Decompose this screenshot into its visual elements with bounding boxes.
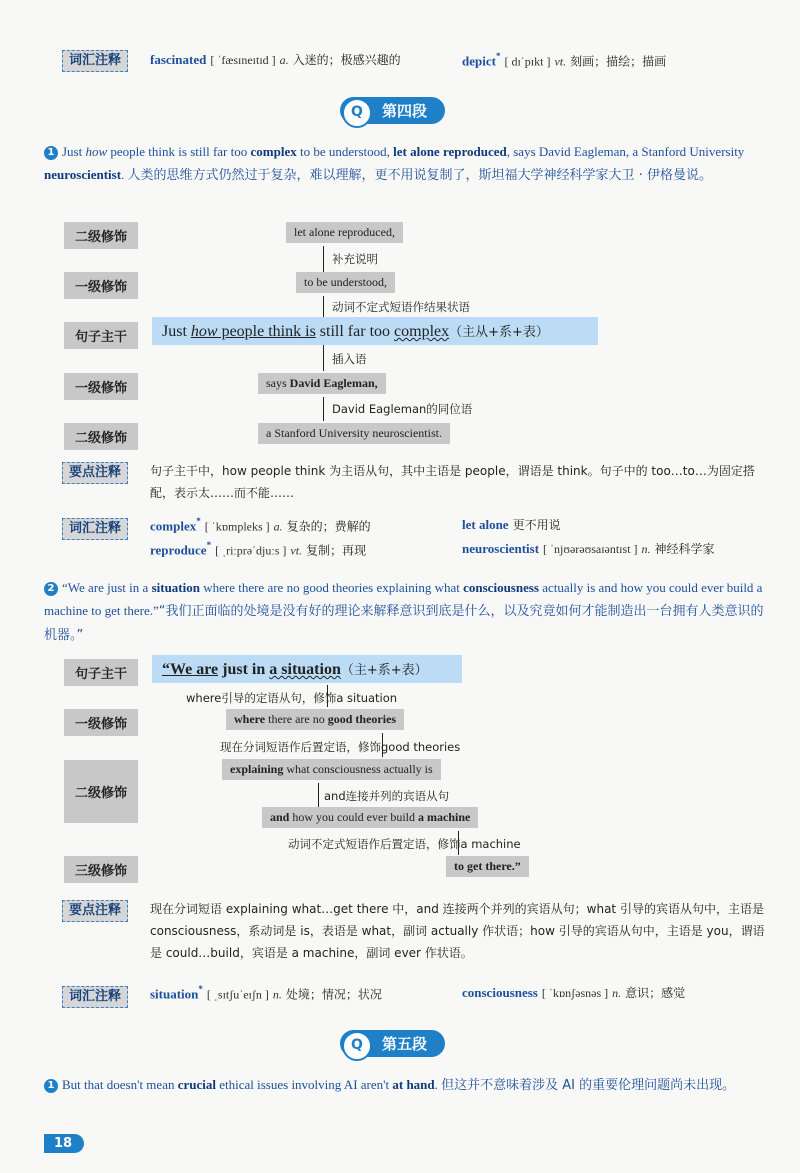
- modifier-box: a Stanford University neuroscientist.: [258, 423, 450, 444]
- level-label: 二级修饰: [64, 222, 138, 249]
- relation-label: and连接并列的宾语从句: [324, 789, 450, 803]
- sentence-number: 1: [44, 146, 58, 160]
- phonetic: [ ˈfæsɪneɪtɪd ]: [210, 53, 276, 67]
- translation: 人类的思维方式仍然过于复杂，难以理解，更不用说复制了，斯坦福大学神经科学家大卫 · 伊格曼说。: [127, 168, 712, 183]
- level-label: 二级修饰: [64, 423, 138, 450]
- vocab-tag: 词汇注释: [62, 50, 128, 72]
- relation-label: 动词不定式短语作结果状语: [332, 300, 470, 314]
- vocab-word: depict: [462, 53, 496, 69]
- magnifier-icon: Q: [342, 1031, 372, 1061]
- pos: a.: [279, 53, 289, 67]
- paragraph-3: 1 But that doesn't mean crucial ethical issues involving AI aren't at hand. 但这并不意味着涉及 AI 的重要伦理问题尚未出现。: [44, 1073, 766, 1097]
- vocab-entry-reproduce: reproduce* [ ˌriːprəˈdjuːs ] vt. 复制；再现: [150, 540, 367, 558]
- key-note-text: 现在分词短语 explaining what…get there 中，and 连接两个并列的宾语从句；what 引导的宾语从句中，主语是 consciousness，系动词是 is，表语是 what，副词 actually 作状语；how 引导的宾语从句中，主语是 you，谓语是 could…build，宾语是 a machine，副词 ever 作状语。: [150, 902, 765, 960]
- key-note-tag: 要点注释: [62, 462, 128, 484]
- connector-line: [323, 345, 324, 371]
- level-label: 二级修饰: [64, 760, 138, 823]
- level-label: 一级修饰: [64, 272, 138, 299]
- section-title: 第五段: [382, 1035, 428, 1053]
- modifier-box: and how you could ever build a machine: [262, 807, 478, 828]
- modifier-box: to get there.”: [446, 856, 529, 877]
- relation-label: 插入语: [332, 352, 367, 366]
- paragraph-1: 1 Just how people think is still far too complex to be understood, let alone reproduced, says David Eagleman, a Stanford University neuroscientist. 人类的思维方式仍然过于复杂，难以理解，更不用说复制了，斯坦福大学神经科学家大卫 · 伊格曼说。: [44, 144, 745, 183]
- key-note-tag: 要点注释: [62, 900, 128, 922]
- vocab-tag: 词汇注释: [62, 518, 128, 540]
- level-label: 一级修饰: [64, 373, 138, 400]
- pos: vt.: [554, 54, 567, 69]
- level-label: 句子主干: [64, 322, 138, 349]
- modifier-box: to be understood,: [296, 272, 395, 293]
- vocab-entry-consciousness: consciousness [ ˈkɒnʃəsnəs ] n. 意识；感觉: [462, 985, 686, 1000]
- magnifier-icon: Q: [342, 98, 372, 128]
- relation-label: where引导的定语从句，修饰a situation: [186, 691, 398, 705]
- vocab-entry-situation: situation* [ ˌsɪtʃuˈeɪʃn ] n. 处境；情况；状况: [150, 984, 382, 1002]
- vocab-entry-neuroscientist: neuroscientist [ ˈnjʊərəʊsaɪəntɪst ] n. 神经科学家: [462, 541, 715, 556]
- vocab-entry-complex: complex* [ ˈkɒmpleks ] a. 复杂的；费解的: [150, 516, 371, 534]
- level-label: 句子主干: [64, 659, 138, 686]
- section-heading: [340, 97, 445, 124]
- level-label: 三级修饰: [64, 856, 138, 883]
- definition: 入迷的；极感兴趣的: [292, 53, 401, 67]
- connector-line: [323, 246, 324, 272]
- definition: 刻画；描绘；描画: [570, 54, 667, 69]
- connector-line: [318, 783, 319, 807]
- section-heading: [340, 1030, 445, 1057]
- vocab-tag: 词汇注释: [62, 986, 128, 1008]
- vocab-entry-fascinated: [150, 51, 401, 69]
- paragraph-2: 2 “We are just in a situation where there are no good theories explaining what consciousness actually is and how you could ever build a machine to get there.”“我们正面临的处境是没有好的理论来解释意识到底是什么，以及究竟如何才能制造出一台拥有人类意识的机器。”: [44, 580, 764, 643]
- phonetic: [ dɪˈpɪkt ]: [504, 54, 551, 69]
- main-clause-box: Just how people think is still far too complex（主从+系+表）: [152, 317, 598, 345]
- modifier-box: where there are no good theories: [226, 709, 404, 730]
- connector-line: [323, 397, 324, 421]
- vocab-entry-let-alone: let alone 更不用说: [462, 517, 561, 532]
- star-mark: *: [495, 51, 501, 61]
- relation-label: 动词不定式短语作后置定语，修饰a machine: [288, 837, 521, 851]
- relation-label: 补充说明: [332, 252, 378, 266]
- key-note-text: 句子主干中，how people think 为主语从句，其中主语是 people，谓语是 think。句子中的 too…to…为固定搭配，表示太……而不能……: [150, 464, 755, 500]
- vocab-word: fascinated: [150, 52, 207, 67]
- level-label: 一级修饰: [64, 709, 138, 736]
- modifier-box: explaining what consciousness actually is: [222, 759, 441, 780]
- main-clause-box: “We are just in a situation（主+系+表）: [152, 655, 462, 683]
- vocab-entry-depict: [462, 51, 666, 70]
- relation-label: 现在分词短语作后置定语，修饰good theories: [220, 740, 461, 754]
- modifier-box: says David Eagleman,: [258, 373, 386, 394]
- relation-label: David Eagleman的同位语: [332, 402, 473, 416]
- modifier-box: let alone reproduced,: [286, 222, 403, 243]
- page-number: 18: [44, 1134, 84, 1153]
- section-title: 第四段: [382, 102, 428, 120]
